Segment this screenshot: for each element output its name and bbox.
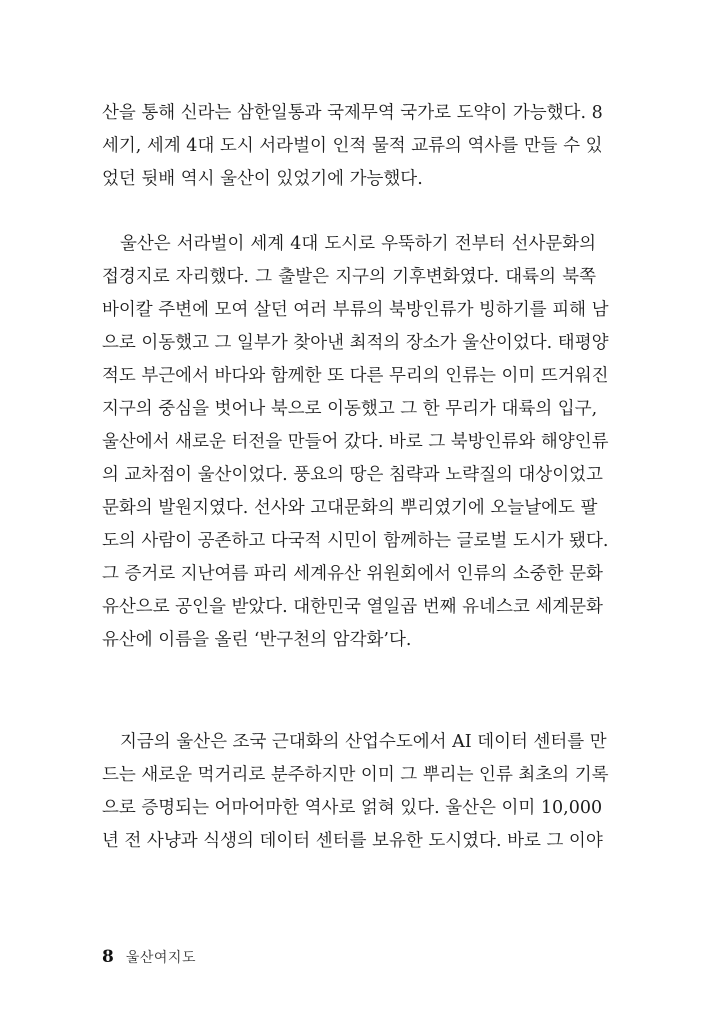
text-line: 지구의 중심을 벗어나 북으로 이동했고 그 한 무리가 대륙의 입구, xyxy=(102,399,598,419)
paragraph-2 xyxy=(102,230,609,659)
text-line: 그 증거로 지난여름 파리 세계유산 위원회에서 인류의 소중한 문화 xyxy=(102,564,603,584)
text-line: 드는 새로운 먹거리로 분주하지만 이미 그 뿌리는 인류 최초의 기록 xyxy=(102,765,609,785)
text-line: 바이칼 주변에 모여 살던 여러 부류의 북방인류가 빙하기를 피해 남 xyxy=(102,300,609,320)
text-line: 으로 이동했고 그 일부가 찾아낸 최적의 장소가 울산이었다. 태평양 xyxy=(102,333,609,353)
text-line: 접경지로 자리했다. 그 출발은 지구의 기후변화였다. 대륙의 북쪽 xyxy=(102,267,596,287)
running-title: 울산여지도 xyxy=(125,950,196,966)
paragraph-3 xyxy=(102,728,609,860)
text-line: 적도 부근에서 바다와 함께한 또 다른 무리의 인류는 이미 뜨거워진 xyxy=(102,366,609,386)
text-line: 유산에 이름을 올린 ‘반구천의 암각화’다. xyxy=(102,630,412,650)
text-line: 세기, 세계 4대 도시 서라벌이 인적 물적 교류의 역사를 만들 수 있 xyxy=(102,136,603,156)
text-line: 울산에서 새로운 터전을 만들어 갔다. 바로 그 북방인류와 해양인류 xyxy=(102,432,609,452)
page-number: 8 xyxy=(102,947,114,967)
text-line: 문화의 발원지였다. 선사와 고대문화의 뿌리였기에 오늘날에도 팔 xyxy=(102,498,598,518)
text-line: 산을 통해 신라는 삼한일통과 국제무역 국가로 도약이 가능했다. 8 xyxy=(102,103,603,123)
text-line: 으로 증명되는 어마어마한 역사로 얽혀 있다. 울산은 이미 10,000 xyxy=(102,798,603,818)
text-line: 도의 사람이 공존하고 다국적 시민이 함께하는 글로벌 도시가 됐다. xyxy=(102,531,609,551)
text-line: 울산은 서라벌이 세계 4대 도시로 우뚝하기 전부터 선사문화의 xyxy=(120,234,596,254)
text-line: 유산으로 공인을 받았다. 대한민국 열일곱 번째 유네스코 세계문화 xyxy=(102,597,603,617)
page-footer xyxy=(102,944,196,970)
text-line: 의 교차점이 울산이었다. 풍요의 땅은 침략과 노략질의 대상이었고 xyxy=(102,465,603,485)
paragraph-1 xyxy=(102,99,603,198)
text-line: 지금의 울산은 조국 근대화의 산업수도에서 AI 데이터 센터를 만 xyxy=(120,732,607,752)
text-line: 었던 뒷배 역시 울산이 있었기에 가능했다. xyxy=(102,169,423,189)
text-line: 년 전 사냥과 식생의 데이터 센터를 보유한 도시였다. 바로 그 이야 xyxy=(102,831,603,851)
